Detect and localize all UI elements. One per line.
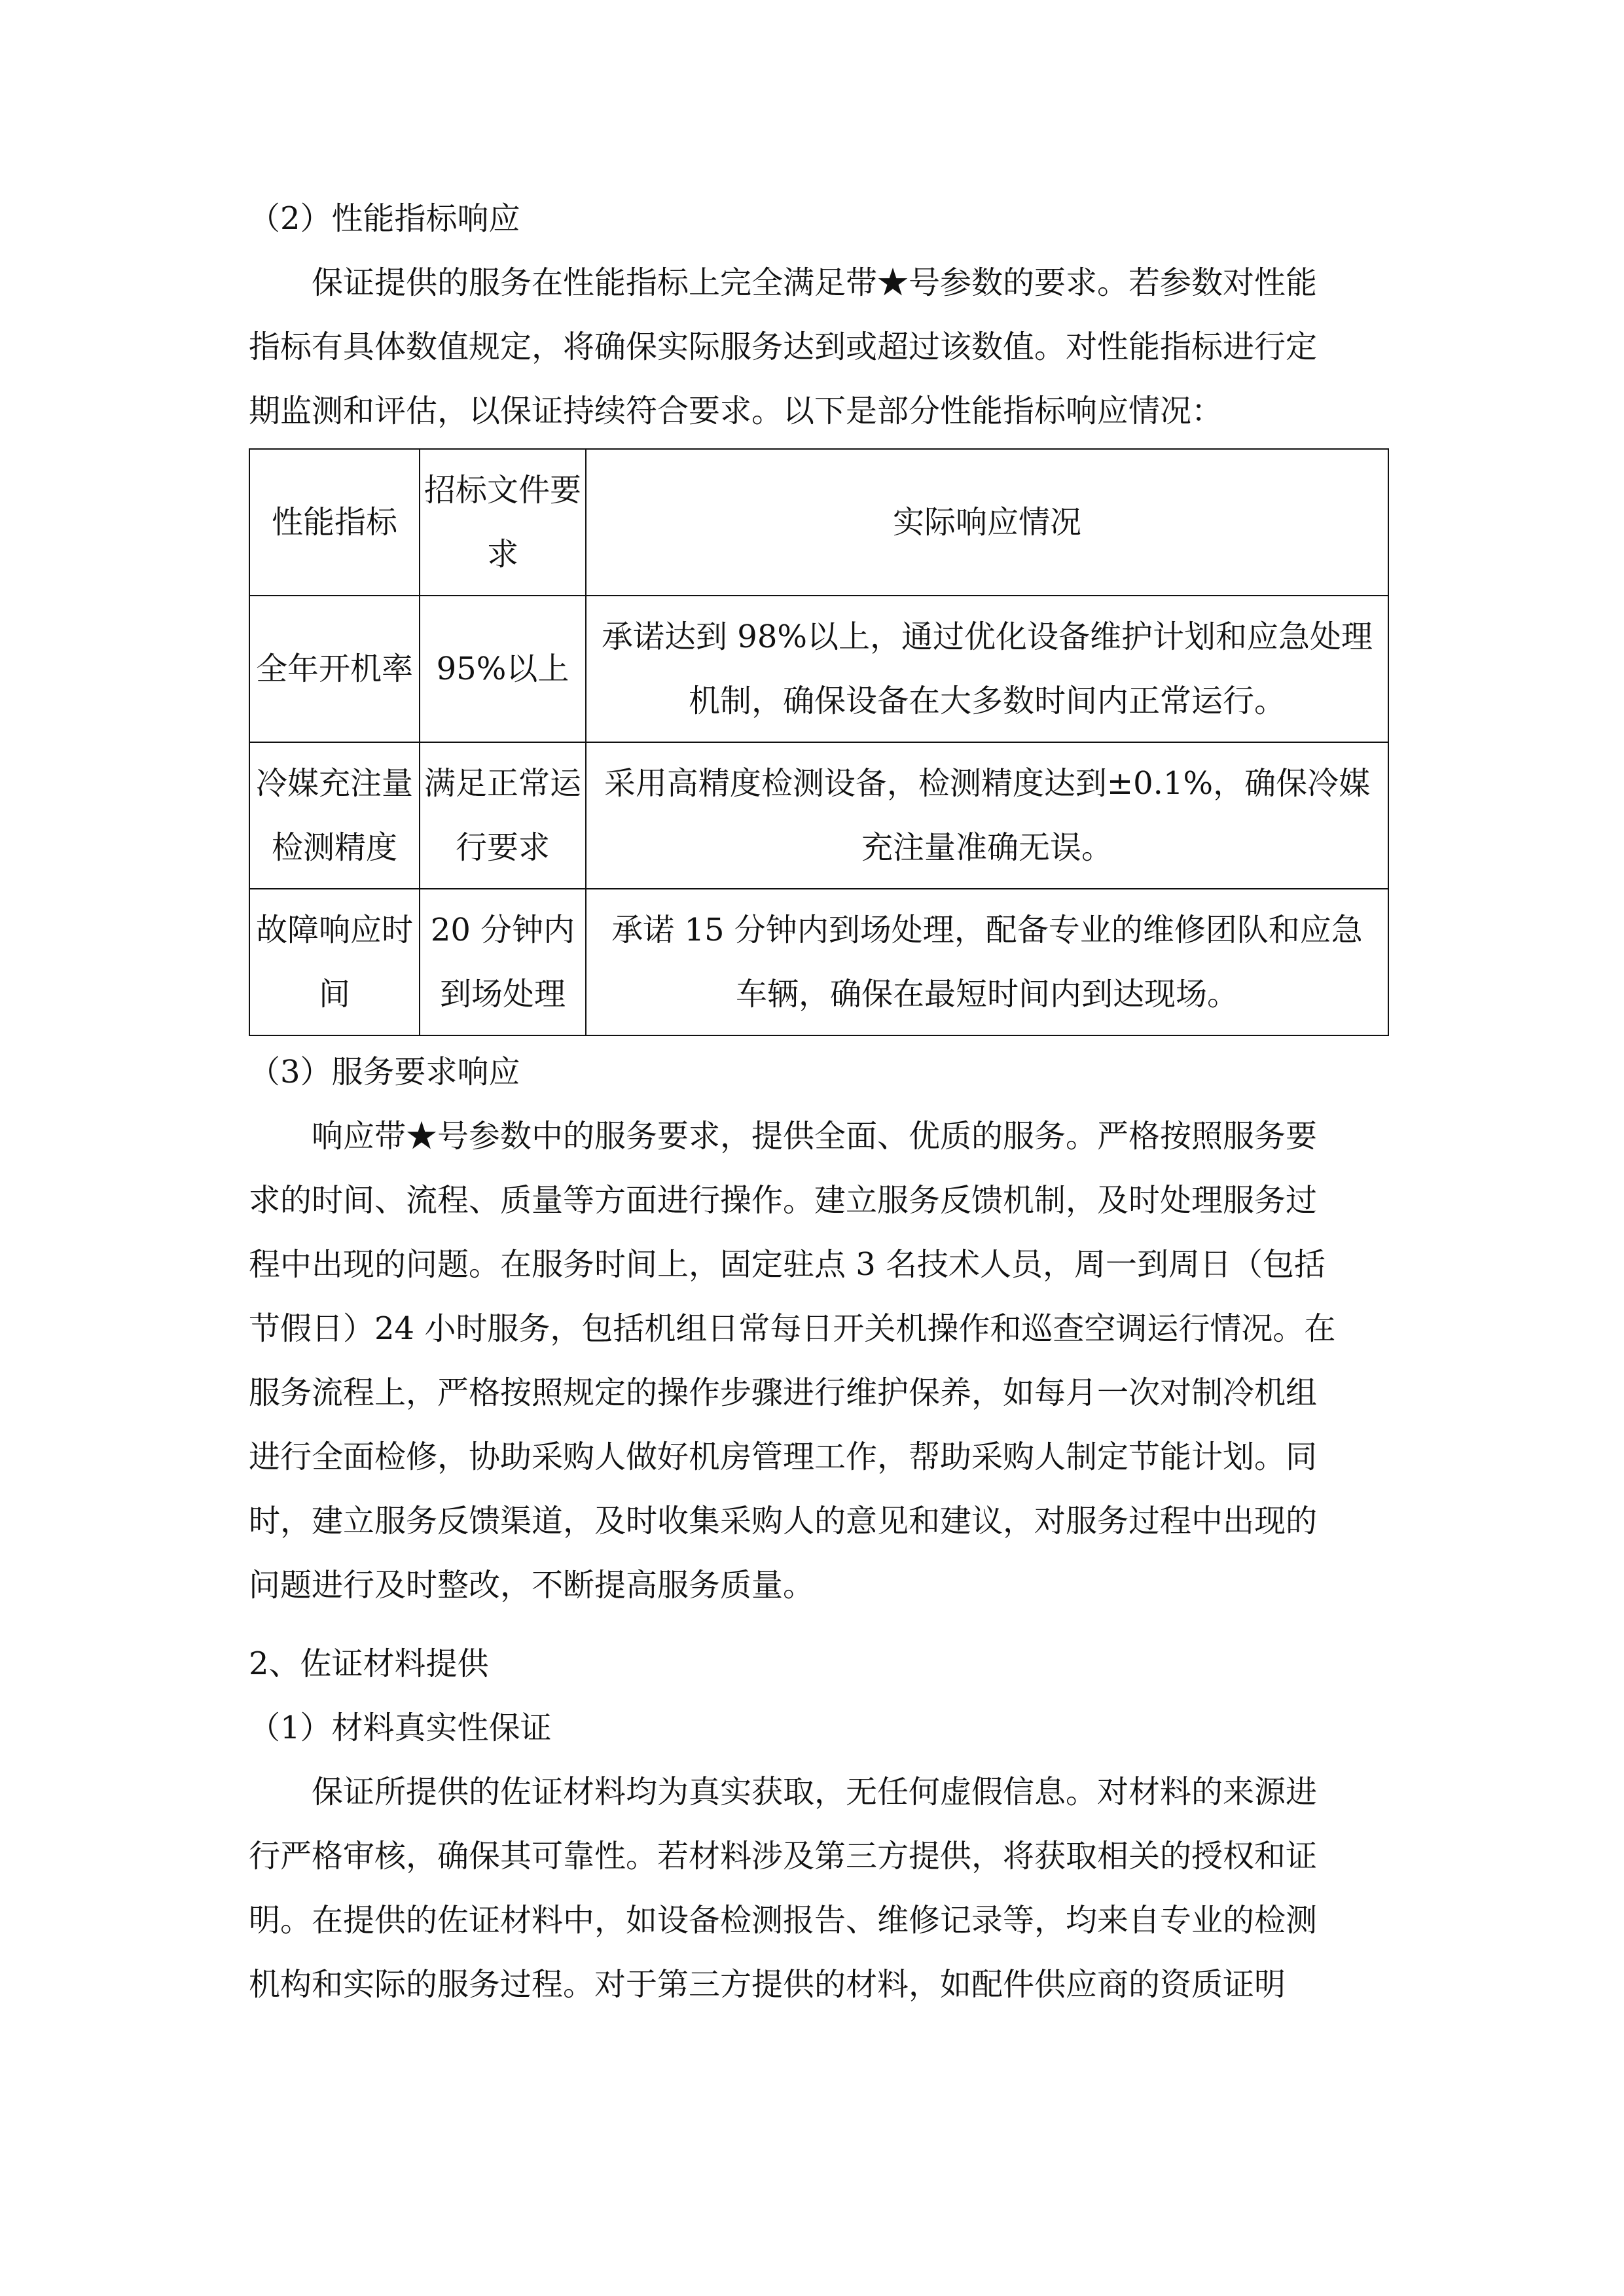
spacer bbox=[249, 1617, 1388, 1632]
header-metric: 性能指标 bbox=[249, 449, 420, 596]
cell-metric bbox=[249, 742, 420, 889]
paragraph-line: 机构和实际的服务过程。对于第三方提供的材料，如配件供应商的资质证明 bbox=[249, 1966, 1286, 2003]
cell-line: 满足正常运 bbox=[424, 765, 581, 802]
paragraph-line: 服务流程上，严格按照规定的操作步骤进行维护保养，如每月一次对制冷机组 bbox=[249, 1374, 1318, 1411]
paragraph-line: 明。在提供的佐证材料中，如设备检测报告、维修记录等，均来自专业的检测 bbox=[249, 1902, 1318, 1939]
document-content bbox=[249, 187, 1388, 2017]
cell-requirement bbox=[420, 596, 586, 742]
table-row bbox=[249, 889, 1388, 1035]
header-requirement bbox=[420, 449, 586, 596]
cell-response bbox=[586, 596, 1388, 742]
table-row bbox=[249, 596, 1388, 742]
performance-intro-paragraph bbox=[249, 251, 1388, 443]
subsection-heading-authenticity: （1）材料真实性保证 bbox=[249, 1710, 552, 1746]
cell-metric bbox=[249, 596, 420, 742]
table-row bbox=[249, 742, 1388, 889]
cell-line: 检测精度 bbox=[271, 829, 397, 866]
cell-line: 全年开机率 bbox=[255, 651, 413, 687]
paragraph-line: 进行全面检修，协助采购人做好机房管理工作，帮助采购人制定节能计划。同 bbox=[249, 1439, 1318, 1475]
cell-line: 车辆，确保在最短时间内到达现场。 bbox=[735, 976, 1238, 1013]
paragraph-line: 行严格审核，确保其可靠性。若材料涉及第三方提供，将获取相关的授权和证 bbox=[249, 1838, 1318, 1874]
header-requirement-line: 求 bbox=[486, 536, 518, 573]
cell-requirement bbox=[420, 889, 586, 1035]
cell-line: 95%以上 bbox=[436, 651, 569, 687]
paragraph-line: 时，建立服务反馈渠道，及时收集采购人的意见和建议，对服务过程中出现的 bbox=[249, 1503, 1318, 1539]
paragraph-line: 保证所提供的佐证材料均为真实获取，无任何虚假信息。对材料的来源进 bbox=[312, 1774, 1318, 1810]
section-heading-service: （3）服务要求响应 bbox=[249, 1054, 520, 1090]
paragraph-line: 求的时间、流程、质量等方面进行操作。建立服务反馈机制，及时处理服务过 bbox=[249, 1182, 1318, 1219]
header-response: 实际响应情况 bbox=[586, 449, 1388, 596]
paragraph-line: 问题进行及时整改，不断提高服务质量。 bbox=[249, 1567, 815, 1604]
cell-line: 间 bbox=[318, 976, 350, 1013]
cell-line: 承诺 15 分钟内到场处理，配备专业的维修团队和应急 bbox=[611, 912, 1363, 948]
service-paragraph bbox=[249, 1104, 1388, 1617]
paragraph-line: 节假日）24 小时服务，包括机组日常每日开关机操作和巡查空调运行情况。在 bbox=[249, 1310, 1336, 1347]
cell-line: 冷媒充注量 bbox=[255, 765, 413, 802]
cell-response bbox=[586, 889, 1388, 1035]
cell-response bbox=[586, 742, 1388, 889]
cell-line: 行要求 bbox=[455, 829, 550, 866]
cell-requirement bbox=[420, 742, 586, 889]
cell-line: 到场处理 bbox=[439, 976, 566, 1013]
paragraph-line: 程中出现的问题。在服务时间上，固定驻点 3 名技术人员，周一到周日（包括 bbox=[249, 1246, 1326, 1283]
cell-line: 采用高精度检测设备，检测精度达到±0.1%，确保冷媒 bbox=[604, 765, 1371, 802]
paragraph-line: 期监测和评估，以保证持续符合要求。以下是部分性能指标响应情况： bbox=[249, 393, 1223, 429]
cell-metric bbox=[249, 889, 420, 1035]
section-heading-performance: （2）性能指标响应 bbox=[249, 200, 520, 237]
cell-line: 故障响应时 bbox=[255, 912, 413, 948]
header-requirement-line: 招标文件要 bbox=[424, 472, 581, 509]
paragraph-line: 指标有具体数值规定，将确保实际服务达到或超过该数值。对性能指标进行定 bbox=[249, 329, 1318, 365]
evidence-paragraph bbox=[249, 1760, 1388, 2017]
paragraph-line: 保证提供的服务在性能指标上完全满足带★号参数的要求。若参数对性能 bbox=[312, 264, 1318, 301]
section-heading-evidence: 2、佐证材料提供 bbox=[249, 1645, 489, 1682]
cell-line: 机制，确保设备在大多数时间内正常运行。 bbox=[688, 683, 1286, 719]
cell-line: 20 分钟内 bbox=[430, 912, 575, 948]
cell-line: 充注量准确无误。 bbox=[861, 829, 1113, 866]
table-header-row bbox=[249, 449, 1388, 596]
paragraph-line: 响应带★号参数中的服务要求，提供全面、优质的服务。严格按照服务要 bbox=[312, 1118, 1318, 1155]
performance-table bbox=[249, 448, 1389, 1036]
cell-line: 承诺达到 98%以上，通过优化设备维护计划和应急处理 bbox=[602, 619, 1373, 655]
